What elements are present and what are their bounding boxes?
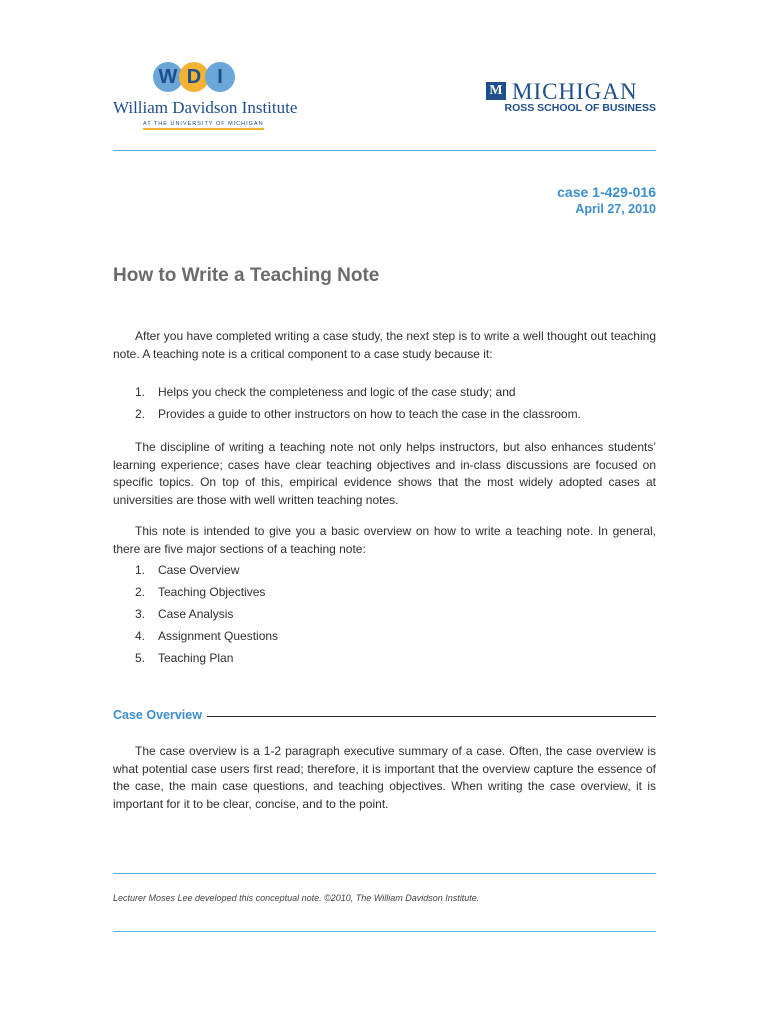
list-item: 1. Case Overview (135, 563, 240, 577)
list-item: 5. Teaching Plan (135, 651, 234, 665)
michigan-wordmark: MICHIGAN (512, 79, 638, 104)
overview-intro-paragraph: This note is intended to give you a basic overview on how to write a teaching note. In general, there are five major sections of a teaching note: (113, 524, 656, 556)
ross-subtitle: ROSS SCHOOL OF BUSINESS (504, 102, 656, 114)
reasons-list (135, 385, 655, 429)
footer-divider-bottom (113, 931, 656, 932)
case-identifier (557, 184, 656, 216)
case-overview-label: Case Overview (113, 708, 202, 722)
wdi-circle-i: I (205, 62, 235, 92)
list-item: 2. Provides a guide to other instructors on how to teach the case in the classroom. (135, 407, 581, 421)
list-item: 3. Case Analysis (135, 607, 234, 621)
case-date: April 27, 2010 (575, 202, 656, 216)
list-item: 2. Teaching Objectives (135, 585, 266, 599)
intro-paragraph: After you have completed writing a case study, the next step is to write a well thought out teaching note. A teaching note is a critical component to a case study because it: (113, 329, 656, 361)
footer-divider-top (113, 873, 656, 874)
case-number: case 1-429-016 (557, 184, 656, 200)
case-overview-heading (113, 707, 656, 723)
wdi-circle-w: W (153, 62, 183, 92)
list-item: 4. Assignment Questions (135, 629, 279, 643)
header-divider (113, 150, 656, 151)
wdi-circle-d: D (179, 62, 209, 92)
discipline-paragraph: The discipline of writing a teaching note not only helps instructors, but also enhances students’ learning experience; cases have clear teaching objectives and in-class discussions are focused on specific topics. On top of this, empirical evidence shows that the most widely adopted cases at universities are those with well written teaching notes. (113, 440, 656, 507)
wdi-logo (113, 62, 303, 134)
sections-list (135, 563, 655, 673)
case-overview-paragraph: The case overview is a 1-2 paragraph executive summary of a case. Often, the case overview is what potential case users first read; therefore, it is important that the overview capture the essence of the case, the main case questions, and teaching objectives. When writing the case overview, it is important for it to be clear, concise, and to the point. (113, 744, 656, 811)
wdi-name: William Davidson Institute (113, 98, 298, 117)
wdi-letter-circles (153, 62, 231, 94)
wdi-subtitle: AT THE UNIVERSITY OF MICHIGAN (143, 121, 264, 130)
case-overview-rule (207, 716, 656, 717)
michigan-ross-logo (486, 80, 656, 120)
page-title: How to Write a Teaching Note (113, 265, 380, 286)
footnote: Lecturer Moses Lee developed this conceptual note. ©2010, The William Davidson Institute. (113, 893, 480, 903)
michigan-block-m-icon: M (486, 82, 506, 100)
list-item: 1. Helps you check the completeness and logic of the case study; and (135, 385, 516, 399)
